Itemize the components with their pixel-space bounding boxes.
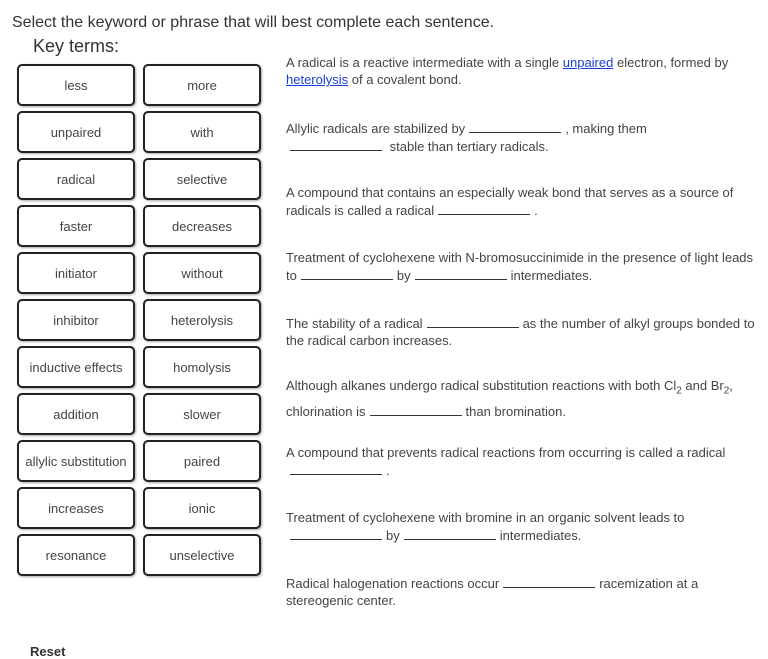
term-tile[interactable]: selective xyxy=(143,158,261,200)
answer-blank[interactable] xyxy=(503,574,595,588)
answer-blank[interactable] xyxy=(301,266,393,280)
term-tile[interactable]: increases xyxy=(17,487,135,529)
placed-term-unpaired[interactable]: unpaired xyxy=(562,55,614,70)
term-tile[interactable]: homolysis xyxy=(143,346,261,388)
sentence-9: Radical halogenation reactions occur racemization at a stereogenic center. xyxy=(286,576,699,608)
term-tile[interactable]: unpaired xyxy=(17,111,135,153)
placed-term-heterolysis[interactable]: heterolysis xyxy=(286,72,349,87)
term-tile[interactable]: ionic xyxy=(143,487,261,529)
reset-button[interactable]: Reset xyxy=(30,644,66,659)
term-tile[interactable]: initiator xyxy=(17,252,135,294)
answer-blank[interactable] xyxy=(415,266,507,280)
answer-blank[interactable] xyxy=(290,526,382,540)
sentence-2: Allylic radicals are stabilized by , making them stable than tertiary radicals. xyxy=(286,121,647,154)
term-tile[interactable]: slower xyxy=(143,393,261,435)
term-tile[interactable]: allylic substitution xyxy=(17,440,135,482)
sentence-3: A compound that contains an especially weak bond that serves as a source of radicals is called a radical . xyxy=(286,185,734,218)
answer-blank[interactable] xyxy=(427,314,519,328)
answer-blank[interactable] xyxy=(370,402,462,416)
term-tile[interactable]: without xyxy=(143,252,261,294)
answer-blank[interactable] xyxy=(438,201,530,215)
term-tile[interactable]: heterolysis xyxy=(143,299,261,341)
key-terms-title: Key terms: xyxy=(33,36,120,56)
sentence-4: Treatment of cyclohexene with N-bromosuccinimide in the presence of light leads to by intermediates. xyxy=(286,250,754,283)
term-tile[interactable]: faster xyxy=(17,205,135,247)
term-tile[interactable]: decreases xyxy=(143,205,261,247)
sentence-1: A radical is a reactive intermediate with a single unpaired electron, formed by heterolysis of a covalent bond. xyxy=(286,55,729,87)
term-tile[interactable]: inhibitor xyxy=(17,299,135,341)
term-tile[interactable]: less xyxy=(17,64,135,106)
term-tile[interactable]: inductive effects xyxy=(17,346,135,388)
term-tile[interactable]: unselective xyxy=(143,534,261,576)
term-bank xyxy=(17,64,265,576)
term-tile[interactable]: addition xyxy=(17,393,135,435)
answer-blank[interactable] xyxy=(469,119,561,133)
term-tile[interactable]: resonance xyxy=(17,534,135,576)
instruction-text: Select the keyword or phrase that will best complete each sentence. xyxy=(12,14,495,31)
term-tile[interactable]: radical xyxy=(17,158,135,200)
sentence-5: The stability of a radical as the number of alkyl groups bonded to the radical carbon increases. xyxy=(286,316,755,348)
sentence-7: A compound that prevents radical reactions from occurring is called a radical. xyxy=(286,445,726,478)
sentence-8: Treatment of cyclohexene with bromine in an organic solvent leads to by intermediates. xyxy=(286,510,685,543)
answer-blank[interactable] xyxy=(290,461,382,475)
term-tile[interactable]: with xyxy=(143,111,261,153)
term-tile[interactable]: paired xyxy=(143,440,261,482)
sentence-6: Although alkanes undergo radical substitution reactions with both $Cl_2$ and $Br_2$, chlorination is than bromination. xyxy=(286,378,733,419)
term-tile[interactable]: more xyxy=(143,64,261,106)
answer-blank[interactable] xyxy=(404,526,496,540)
answer-blank[interactable] xyxy=(290,137,382,151)
